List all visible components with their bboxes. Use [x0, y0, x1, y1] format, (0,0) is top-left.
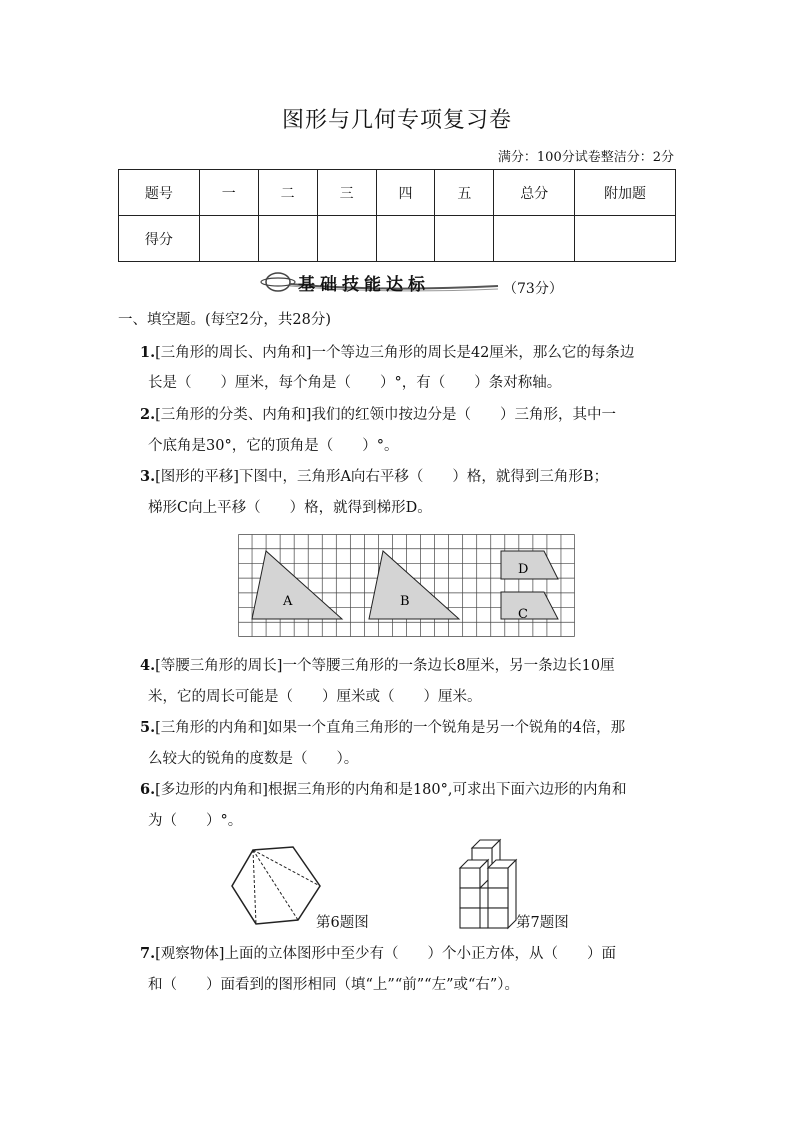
full-score-note: 满分：100分试卷整洁分：2分 [497, 150, 674, 165]
header-cell: 题号 [119, 170, 200, 216]
figure-7-caption: 第7题图 [516, 915, 569, 931]
question-2-line-1 [140, 405, 616, 425]
question-7-line-2: 和（ ）面看到的图形相同（填“上”“前”“左”或“右”）。 [148, 977, 520, 993]
question-6-line-2: 为（ ）°。 [148, 813, 243, 829]
question-5-line-1 [140, 718, 625, 738]
score-cell[interactable] [575, 216, 676, 262]
score-table-score-row [119, 216, 676, 262]
trapezoid-d [501, 551, 558, 579]
question-1-line-2: 长是（ ）厘米，每个角是（ ）°，有（ ）条对称轴。 [148, 375, 562, 391]
question-6-line-1 [140, 780, 627, 800]
question-5-line-2: 么较大的锐角的度数是（ ）。 [148, 751, 359, 767]
translation-grid-figure [238, 534, 575, 637]
header-cell: 三 [317, 170, 376, 216]
question-2-line-2: 个底角是30°，它的顶角是（ ）°。 [148, 438, 399, 454]
label-c: C [518, 607, 528, 622]
question-1-line-1 [140, 343, 634, 363]
section-score: （73分） [503, 281, 563, 297]
score-table-header-row [119, 170, 676, 216]
question-text: [图形的平移]下图中，三角形A向右平移（ ）格，就得到三角形B； [155, 469, 609, 485]
header-cell: 五 [435, 170, 494, 216]
hexagon-figure [228, 844, 324, 930]
score-cell[interactable] [317, 216, 376, 262]
page-title: 图形与几何专项复习卷 [281, 108, 512, 133]
label-d: D [518, 562, 529, 577]
score-cell[interactable] [376, 216, 435, 262]
question-number: 4. [140, 657, 156, 674]
header-cell: 四 [376, 170, 435, 216]
question-4-line-1 [140, 656, 615, 676]
question-number: 7. [140, 945, 156, 962]
trapezoid-c [501, 592, 558, 619]
question-text: [三角形的分类、内角和]我们的红领巾按边分是（ ）三角形，其中一 [155, 407, 616, 423]
question-3-line-2: 梯形C向上平移（ ）格，就得到梯形D。 [148, 500, 432, 516]
question-text: [多边形的内角和]根据三角形的内角和是180°,可求出下面六边形的内角和 [155, 782, 627, 798]
score-row-label: 得分 [119, 216, 200, 262]
question-number: 2. [140, 406, 156, 423]
score-cell[interactable] [494, 216, 575, 262]
question-number: 1. [140, 344, 156, 361]
label-a: A [283, 594, 293, 609]
score-cell[interactable] [199, 216, 258, 262]
label-b: B [400, 594, 410, 609]
question-4-line-2: 米，它的周长可能是（ ）厘米或（ ）厘米。 [148, 689, 482, 705]
question-number: 6. [140, 781, 156, 798]
triangle-a [252, 551, 342, 619]
header-cell: 总分 [494, 170, 575, 216]
part-one-heading: 一、填空题。(每空2分，共28分) [118, 312, 331, 328]
header-cell: 二 [258, 170, 317, 216]
question-text: [三角形的周长、内角和]一个等边三角形的周长是42厘米，那么它的每条边 [155, 345, 635, 361]
question-number: 5. [140, 719, 156, 736]
cube-stack-figure [455, 838, 520, 930]
question-3-line-1 [140, 467, 608, 487]
question-7-line-1 [140, 944, 616, 964]
score-cell[interactable] [258, 216, 317, 262]
score-table [118, 169, 676, 262]
score-cell[interactable] [435, 216, 494, 262]
question-text: [观察物体]上面的立体图形中至少有（ ）个小正方体，从（ ）面 [155, 946, 616, 962]
question-text: [等腰三角形的周长]一个等腰三角形的一条边长8厘米，另一条边长10厘 [155, 658, 615, 674]
triangle-b [369, 551, 459, 619]
question-text: [三角形的内角和]如果一个直角三角形的一个锐角是另一个锐角的4倍，那 [155, 720, 626, 736]
figure-6-caption: 第6题图 [316, 915, 369, 931]
header-cell: 一 [199, 170, 258, 216]
header-cell: 附加题 [575, 170, 676, 216]
question-number: 3. [140, 468, 156, 485]
section-title: 基础技能达标 [298, 275, 430, 295]
